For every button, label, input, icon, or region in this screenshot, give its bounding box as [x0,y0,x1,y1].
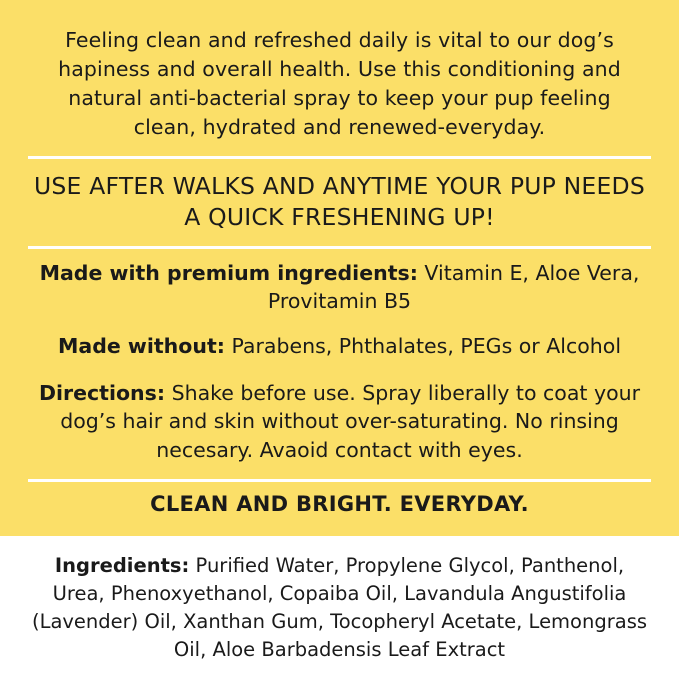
ingredients-label: Ingredients: [54,553,190,577]
tagline-text: CLEAN AND BRIGHT. EVERYDAY. [150,491,529,516]
made-without [28,332,651,361]
ingredients-list [28,552,651,665]
directions [28,379,651,465]
made-without-label: Made without: [57,333,225,358]
made-without-value: Parabens, Phthalates, PEGs or Alcohol [224,333,622,358]
directions-label: Directions: [38,380,166,405]
intro-paragraph: Feeling clean and refreshed daily is vital to our dog’s hapiness and overall health. Use this conditioning and natural anti-bacterial spray to keep your pup feeling clean, hydrated and renewed-everyday. [58,28,621,140]
made-with-premium-ingredients [28,259,651,316]
ingredients-value: Purified Water, Propylene Glycol, Panthenol, Urea, Phenoxyethanol, Copaiba Oil, Lavandula Angustifolia (Lavender) Oil, Xanthan Gum, Tocopheryl Acetate, Lemongrass Oil, Aloe Barbadensis Leaf Extract [31,553,648,662]
divider-3 [28,479,651,482]
made-with-value: Vitamin E, Aloe Vera, Provitamin B5 [267,260,640,314]
headline-text: USE AFTER WALKS AND ANYTIME YOUR PUP NEEDS A QUICK FRESHENING UP! [34,172,645,231]
ingredients-panel [0,536,679,675]
divider-1 [28,156,651,159]
made-with-label: Made with premium ingredients: [39,260,418,285]
directions-value: Shake before use. Spray liberally to coat your dog’s hair and skin without over-saturating. No rinsing necesary. Avaoid contact with eyes. [60,380,641,462]
divider-2 [28,246,651,249]
